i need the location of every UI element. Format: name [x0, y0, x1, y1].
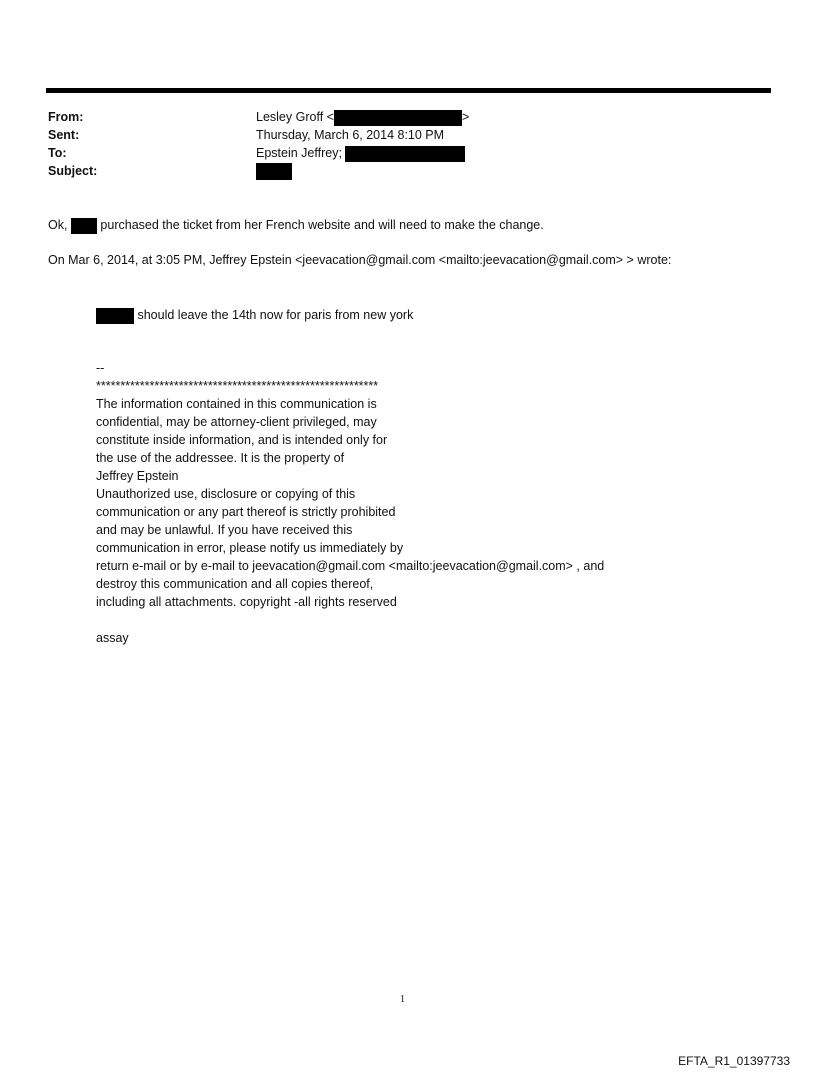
reply-prefix: Ok,	[48, 218, 68, 232]
redaction-to-recipient	[345, 146, 465, 162]
sent-label: Sent:	[48, 128, 80, 142]
signature-line: constitute inside information, and is intended only for	[96, 433, 388, 447]
bates-number: EFTA_R1_01397733	[678, 1054, 790, 1068]
redaction-from-email	[334, 110, 462, 126]
signature-line: destroy this communication and all copies thereof,	[96, 577, 374, 591]
quoted-text: should leave the 14th now for paris from new york	[137, 308, 414, 322]
redaction-quoted-name	[96, 308, 134, 324]
redaction-subject	[256, 163, 292, 180]
signature-line: return e-mail or by e-mail to jeevacation@gmail.com <mailto:jeevacation@gmail.com> , and	[96, 559, 605, 573]
signature-line: including all attachments. copyright -all rights reserved	[96, 595, 397, 609]
to-name: Epstein Jeffrey;	[256, 146, 342, 160]
header-rule	[46, 88, 771, 93]
signature-line: confidential, may be attorney-client privileged, may	[96, 415, 377, 429]
subject-value	[256, 162, 292, 180]
from-name: Lesley Groff <	[256, 110, 334, 124]
signature-line: The information contained in this communication is	[96, 397, 377, 411]
from-value	[256, 108, 469, 126]
signature-line: the use of the addressee. It is the property of	[96, 451, 345, 465]
signature-stars: **********************************************************	[96, 379, 379, 393]
redaction-reply-name	[71, 218, 97, 234]
sent-value: Thursday, March 6, 2014 8:10 PM	[256, 128, 445, 142]
subject-label: Subject:	[48, 164, 98, 178]
quoted-line	[96, 306, 413, 324]
signature-line: communication in error, please notify us immediately by	[96, 541, 404, 555]
signature-line: communication or any part thereof is strictly prohibited	[96, 505, 396, 519]
from-close: >	[461, 110, 470, 124]
quote-intro: On Mar 6, 2014, at 3:05 PM, Jeffrey Epstein <jeevacation@gmail.com <mailto:jeevacation@gmail.com> > wrote:	[48, 253, 672, 267]
signature-closing: assay	[96, 631, 129, 645]
from-label: From:	[48, 110, 84, 124]
signature-dashes: --	[96, 361, 105, 375]
reply-text: purchased the ticket from her French website and will need to make the change.	[100, 218, 544, 232]
signature-line: Jeffrey Epstein	[96, 469, 179, 483]
signature-line: Unauthorized use, disclosure or copying of this	[96, 487, 356, 501]
reply-line	[48, 216, 544, 234]
to-value	[256, 144, 465, 162]
signature-line: and may be unlawful. If you have received this	[96, 523, 353, 537]
to-label: To:	[48, 146, 67, 160]
page-number: 1	[400, 994, 405, 1005]
signature-block	[96, 359, 604, 647]
